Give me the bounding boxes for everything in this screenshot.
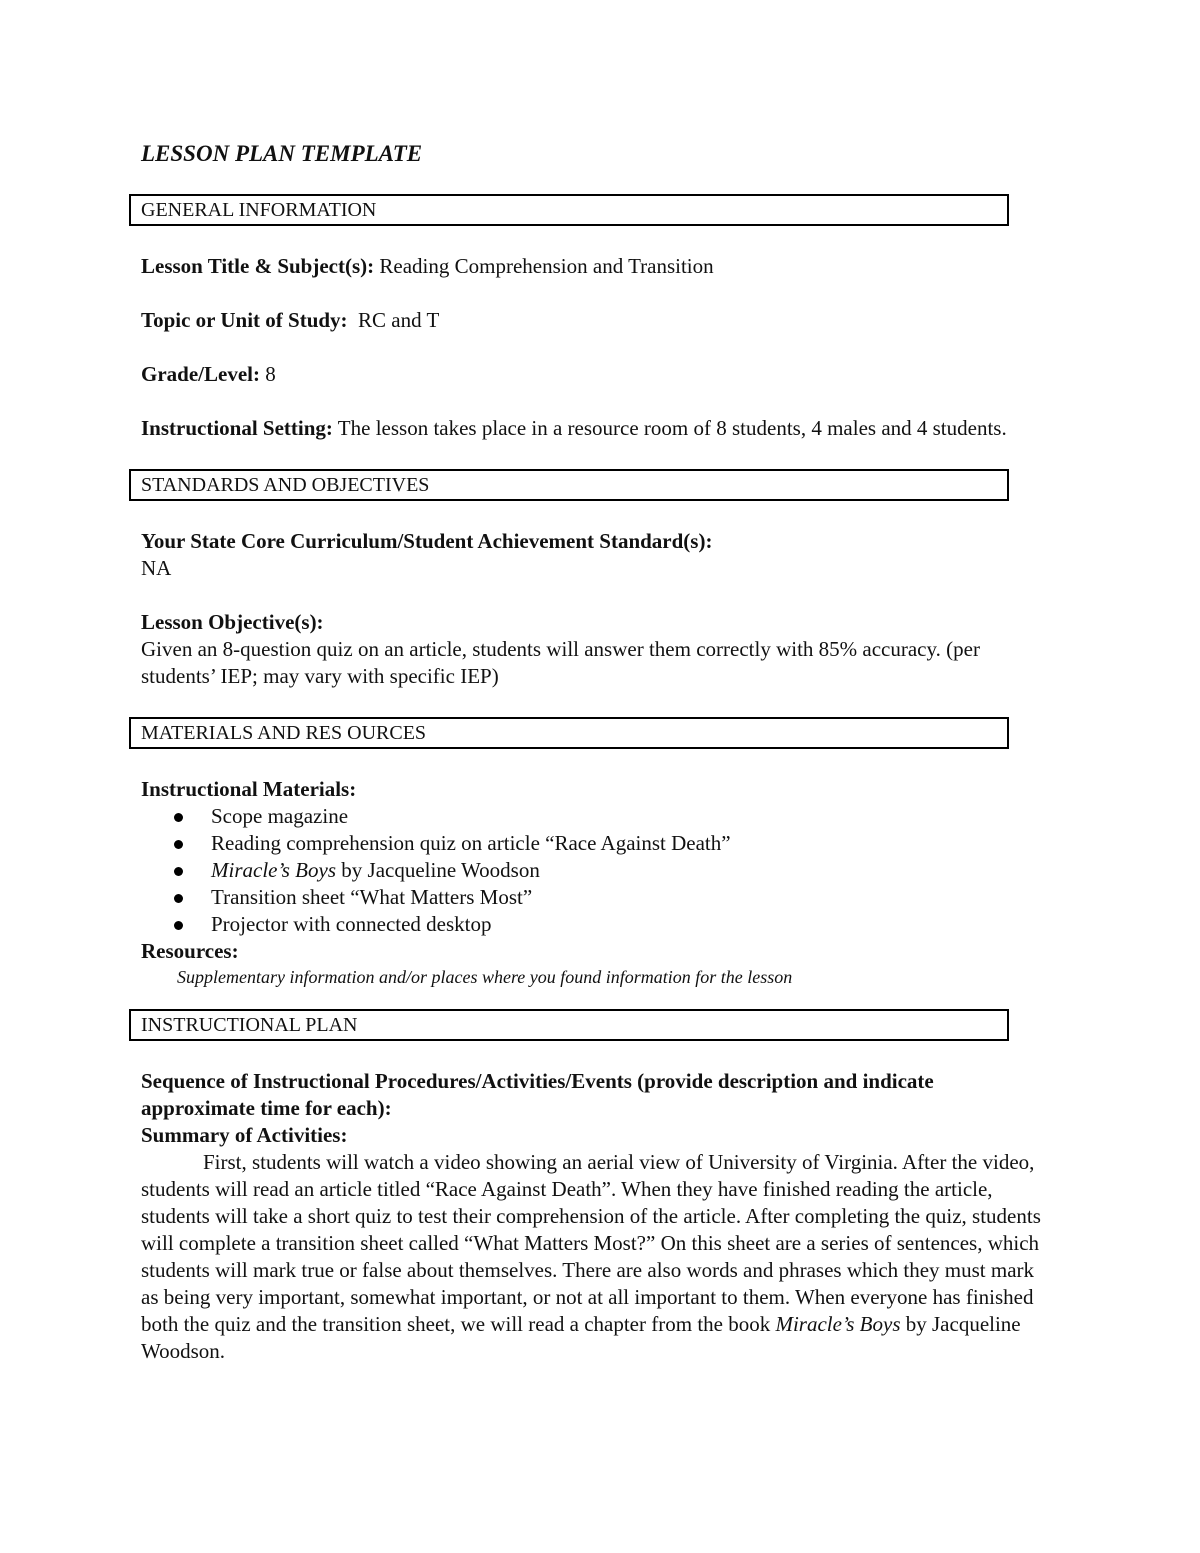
topic-label: Topic or Unit of Study: bbox=[141, 308, 348, 332]
sequence-label: Sequence of Instructional Procedures/Activities/Events (provide description and indicate approximate time for each): bbox=[141, 1069, 934, 1120]
instructional-materials-label: Instructional Materials: bbox=[141, 777, 357, 801]
bullet-icon bbox=[174, 813, 183, 822]
section-header-plan: INSTRUCTIONAL PLAN bbox=[129, 1009, 1009, 1041]
section-header-general: GENERAL INFORMATION bbox=[129, 194, 1009, 226]
list-item: Transition sheet “What Matters Most” bbox=[211, 884, 1056, 911]
materials-list bbox=[141, 803, 1056, 938]
grade-label: Grade/Level: bbox=[141, 362, 260, 386]
summary-label: Summary of Activities: bbox=[141, 1123, 348, 1147]
bullet-icon bbox=[174, 921, 183, 930]
section-header-standards: STANDARDS AND OBJECTIVES bbox=[129, 469, 1009, 501]
objective-label: Lesson Objective(s): bbox=[141, 610, 324, 634]
setting-label: Instructional Setting: bbox=[141, 416, 333, 440]
bullet-icon bbox=[174, 894, 183, 903]
grade-line bbox=[141, 361, 1056, 388]
lesson-title-line bbox=[141, 253, 1056, 280]
list-item: Reading comprehension quiz on article “Race Against Death” bbox=[211, 830, 1056, 857]
summary-text: First, students will watch a video showing an aerial view of University of Virginia. After the video, students will read an article titled “Race Against Death”. When they have finished reading the article, students will take a short quiz to test their comprehension of the article. After completing the quiz, students will complete a transition sheet called “What Matters Most?” On this sheet are a series of sentences, which students will mark true or false about themselves. There are also words and phrases which they must mark as being very important, somewhat important, or not at all important to them. When everyone has finished both the quiz and the transition sheet, we will read a chapter from the book Miracle’s Boys by Jacqueline Woodson. bbox=[141, 1150, 1041, 1363]
setting-value: The lesson takes place in a resource room of 8 students, 4 males and 4 students. bbox=[332, 416, 1007, 440]
list-item: Projector with connected desktop bbox=[211, 911, 1056, 938]
document-page bbox=[141, 140, 1056, 1365]
resources-note: Supplementary information and/or places where you found information for the lesson bbox=[177, 967, 793, 987]
setting-line bbox=[141, 415, 1031, 442]
lesson-title-label: Lesson Title & Subject(s): bbox=[141, 254, 375, 278]
topic-line bbox=[141, 307, 1056, 334]
section-header-materials: MATERIALS AND RES OURCES bbox=[129, 717, 1009, 749]
bullet-icon bbox=[174, 840, 183, 849]
lesson-title-value: Reading Comprehension and Transition bbox=[374, 254, 714, 278]
bullet-icon bbox=[174, 867, 183, 876]
objective-value: Given an 8-question quiz on an article, students will answer them correctly with 85% accuracy. (per students’ IEP; may vary with specific IEP) bbox=[141, 637, 980, 688]
list-item: Scope magazine bbox=[211, 803, 1056, 830]
page-title: LESSON PLAN TEMPLATE bbox=[141, 141, 423, 166]
grade-value: 8 bbox=[259, 362, 276, 386]
topic-value: RC and T bbox=[347, 308, 440, 332]
resources-label: Resources: bbox=[141, 939, 239, 963]
core-standard-value: NA bbox=[141, 556, 172, 580]
core-standard-label: Your State Core Curriculum/Student Achievement Standard(s): bbox=[141, 529, 713, 553]
list-item: Miracle’s Boys by Jacqueline Woodson bbox=[211, 857, 1056, 884]
